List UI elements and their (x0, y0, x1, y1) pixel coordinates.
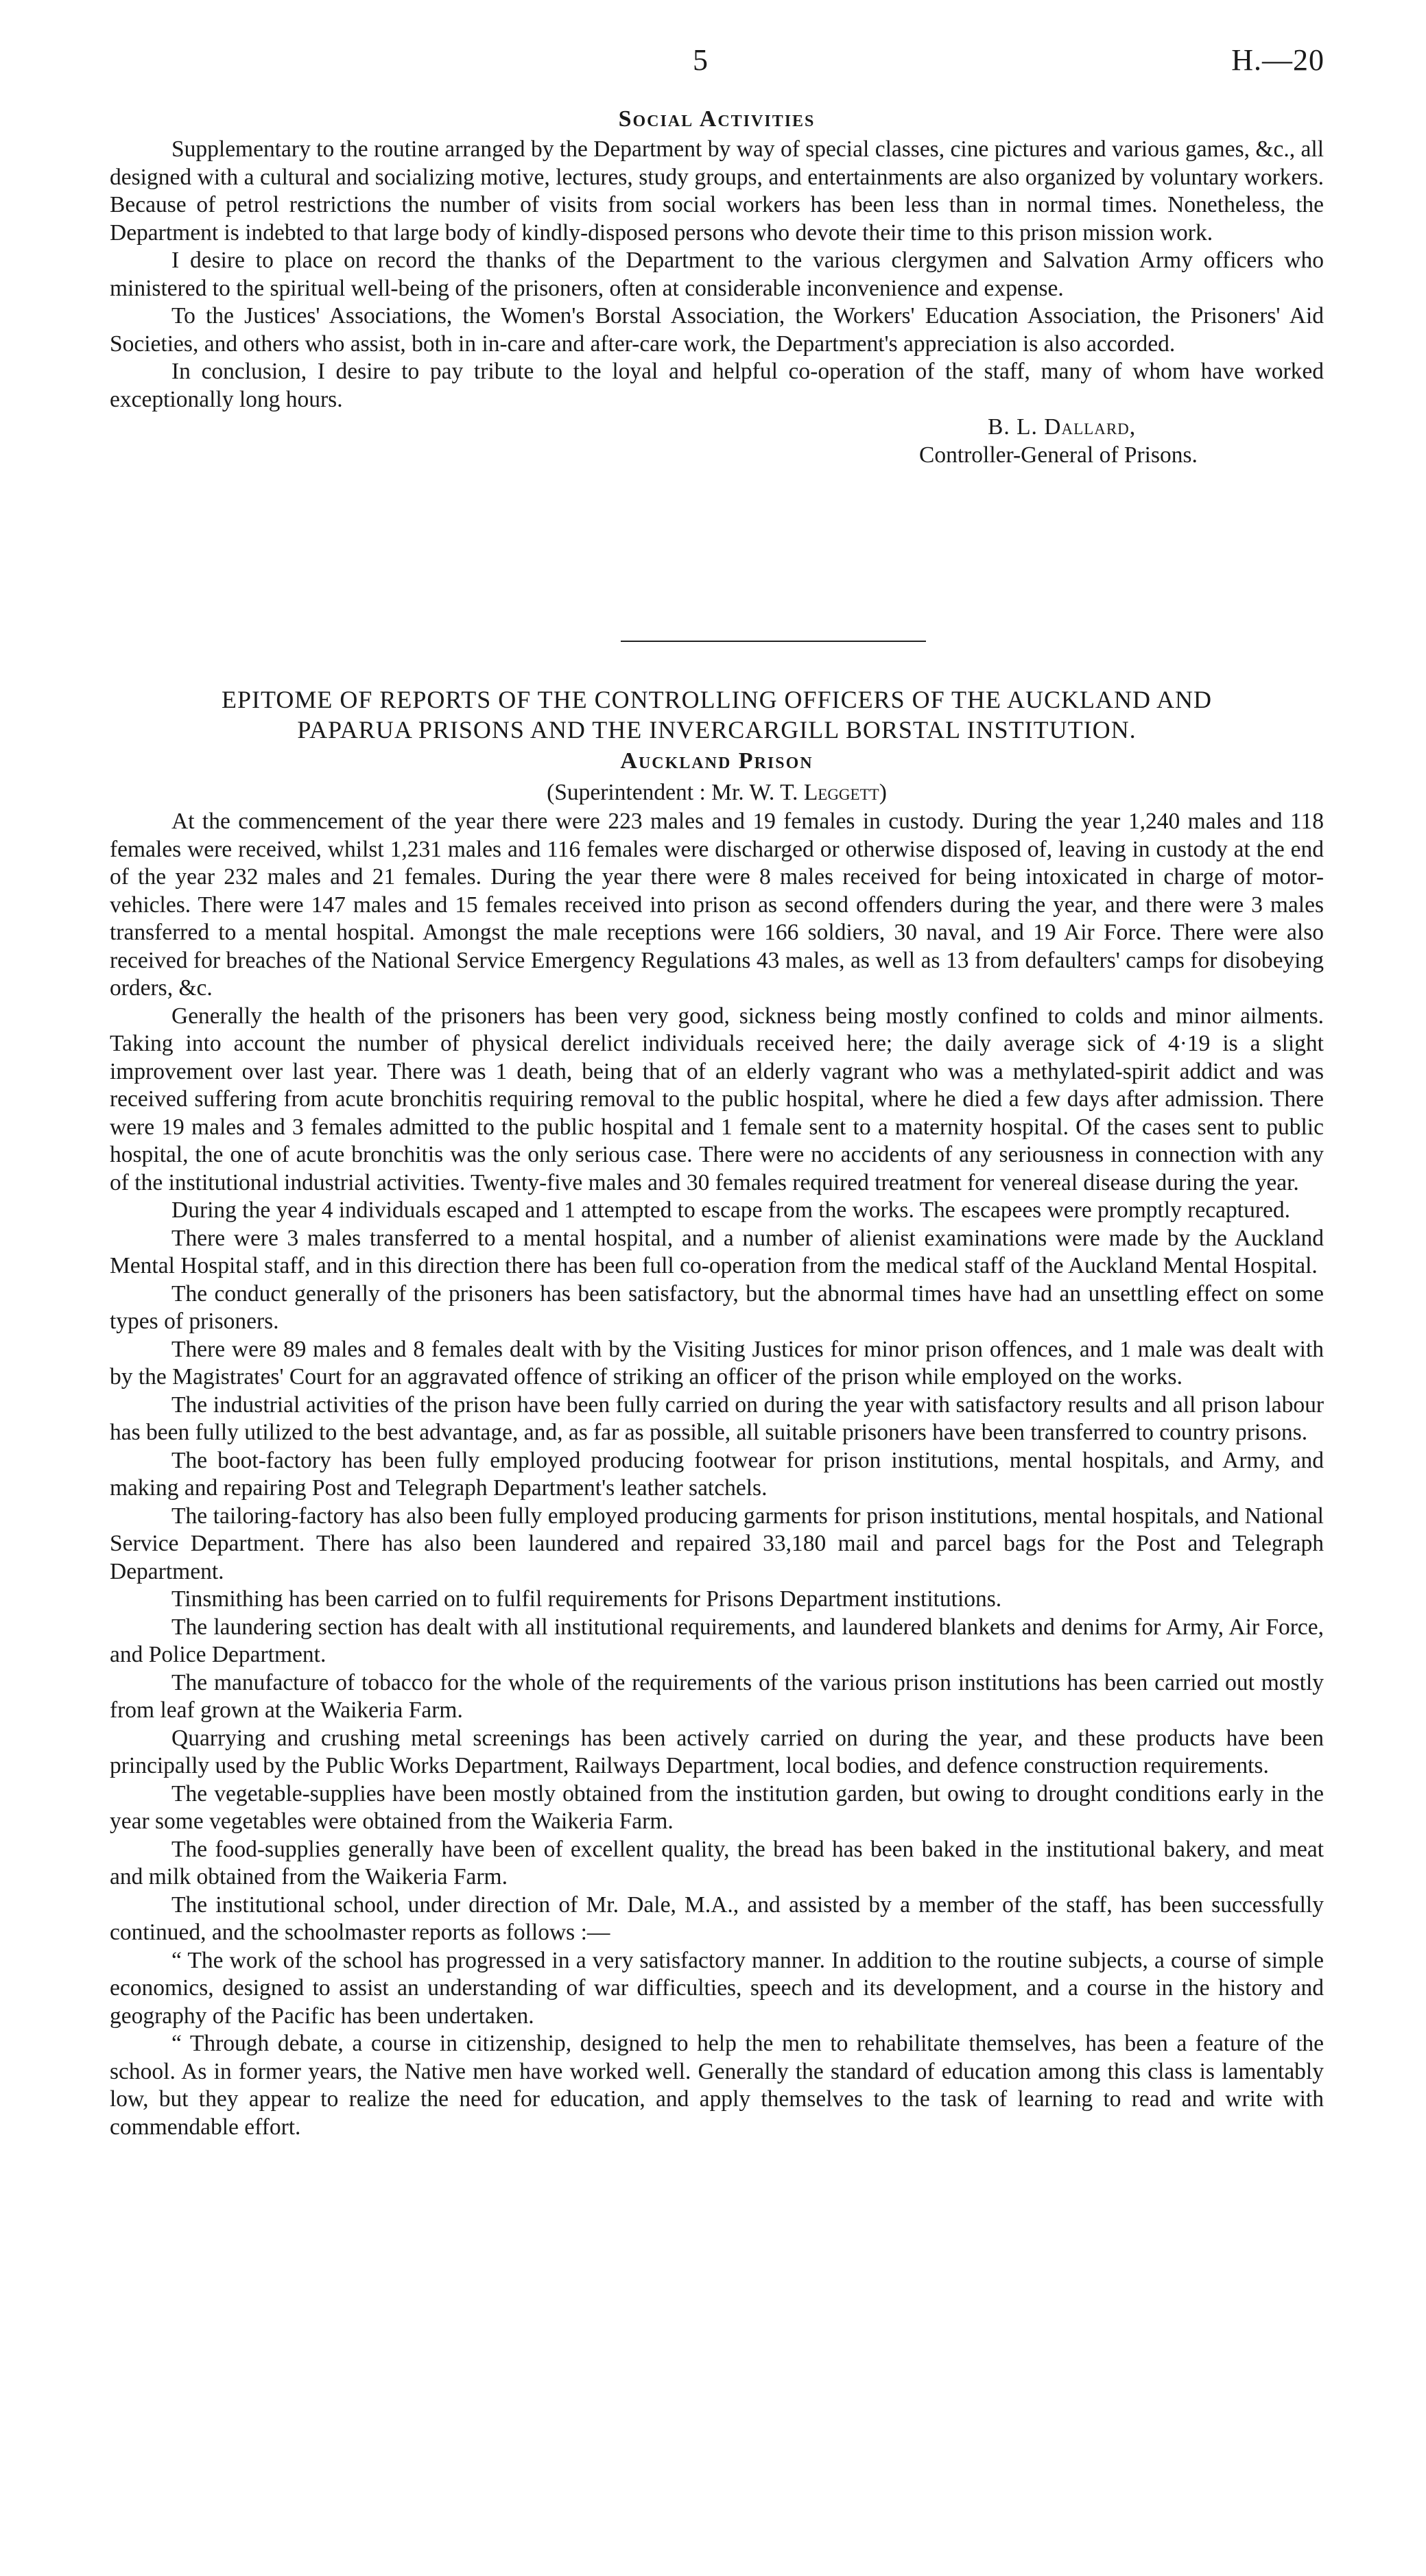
epitome-title-line-2: PAPARUA PRISONS AND THE INVERCARGILL BORSTAL INSTITUTION. (297, 716, 1137, 743)
section-divider (621, 641, 926, 642)
signature-title: Controller-General of Prisons. (919, 442, 1198, 468)
report-paragraph: There were 3 males transferred to a mental hospital, and a number of alienist examinations were made by the Auckland Mental Hospital staff, and in this direction there has been full co-operation from the medical staff of the Auckland Mental Hospital. (110, 1225, 1324, 1278)
epitome-section (110, 684, 1324, 2141)
report-paragraph: Tinsmithing has been carried on to fulfil requirements for Prisons Department institutions. (171, 1586, 1002, 1612)
report-paragraph: The manufacture of tobacco for the whole of the requirements of the various prison institutions has been carried out mostly from leaf grown at the Waikeria Farm. (110, 1669, 1324, 1723)
signature-name: B. L. Dallard, (988, 414, 1137, 440)
report-paragraph: Generally the health of the prisoners has been very good, sickness being mostly confined to colds and minor ailments. Taking into account the number of physical derelict individuals received here; the daily average sick of 4·19 is a slight improvement over last year. There was 1 death, being that of an elderly vagrant who was a methylated-spirit addict and was received suffering from acute bronchitis requiring removal to the public hospital, where he died a few days after admission. There were 19 males and 3 females admitted to the public hospital and 1 female sent to a maternity hospital. Of the cases sent to public hospital, the one of acute bronchitis was the only serious case. There were no accidents of any seriousness in connection with any of the institutional industrial activities. Twenty-five males and 30 females required treatment for venereal disease during the year. (110, 1003, 1324, 1195)
report-paragraph: At the commencement of the year there were 223 males and 19 females in custody. During the year 1,240 males and 118 females were received, whilst 1,231 males and 116 females were discharged or otherwise disposed of, leaving in custody at the end of the year 232 males and 21 females. During the year there were 8 males received for being intoxicated in charge of motor-vehicles. There were 147 males and 15 females received into prison as second offenders during the year, and there were 3 males transferred to a mental hospital. Amongst the male receptions were 166 soldiers, 30 naval, and 19 Air Force. There were also received for breaches of the National Service Emergency Regulations 43 males, as well as 13 from defaulters' camps for disobeying orders, &c. (110, 809, 1324, 1001)
report-paragraph: The laundering section has dealt with all institutional requirements, and laundered blankets and denims for Army, Air Force, and Police Department. (110, 1614, 1324, 1667)
report-paragraph: The institutional school, under direction of Mr. Dale, M.A., and assisted by a member of the staff, has been successfully continued, and the schoolmaster reports as follows :— (110, 1892, 1324, 1945)
report-paragraph: The tailoring-factory has also been fully employed producing garments for prison institutions, mental hospitals, and National Service Department. There has also been laundered and repaired 33,180 mail and parcel bags for the Post and Telegraph Department. (110, 1503, 1324, 1584)
report-paragraph: “ The work of the school has progressed in a very satisfactory manner. In addition to the routine subjects, a course of simple economics, designed to assist an understanding of war difficulties, speech and its development, and a course in the history and geography of the Pacific has been undertaken. (110, 1947, 1324, 2029)
report-paragraph: The boot-factory has been fully employed producing footwear for prison institutions, mental hospitals, and Army, and making and repairing Post and Telegraph Department's leather satchels. (110, 1447, 1324, 1501)
page-number: 5 (693, 43, 708, 77)
report-paragraph: The conduct generally of the prisoners has been satisfactory, but the abnormal times have had an unsettling effect on some types of prisoners. (110, 1280, 1324, 1334)
report-paragraph: Quarrying and crushing metal screenings has been actively carried on during the year, and these products have been principally used by the Public Works Department, Railways Department, local bodies, and defence construction requirements. (110, 1725, 1324, 1778)
superintendent-suffix: ) (879, 780, 887, 805)
report-paragraph: The vegetable-supplies have been mostly obtained from the institution garden, but owing to drought conditions early in the year some vegetables were obtained from the Waikeria Farm. (110, 1780, 1324, 1834)
superintendent-line (110, 778, 1324, 808)
report-reference: H.—20 (1231, 43, 1324, 77)
superintendent-prefix: (Superintendent : Mr. W. T. (547, 780, 804, 805)
social-activities-section (110, 103, 1324, 469)
epitome-title-line-1: EPITOME OF REPORTS OF THE CONTROLLING OFFICERS OF THE AUCKLAND AND (222, 686, 1212, 713)
signature-block (110, 414, 1324, 469)
report-paragraph: The industrial activities of the prison have been fully carried on during the year with satisfactory results and all prison labour has been fully utilized to the best advantage, and, as far as possible, all suitable prisoners have been transferred to country prisons. (110, 1392, 1324, 1445)
superintendent-name: Leggett (803, 780, 879, 805)
social-paragraph: I desire to place on record the thanks of the Department to the various clergymen and Salvation Army officers who ministered to the spiritual well-being of the prisoners, often at considerable inconvenience and expense. (110, 248, 1324, 301)
report-paragraph: There were 89 males and 8 females dealt with by the Visiting Justices for minor prison offences, and 1 male was dealt with by the Magistrates' Court for an aggravated offence of striking an officer of the prison while employed on the works. (110, 1336, 1324, 1390)
auckland-prison-heading: Auckland Prison (620, 748, 813, 774)
social-paragraph: In conclusion, I desire to pay tribute to the loyal and helpful co-operation of the staff, many of whom have worked exceptionally long hours. (110, 359, 1324, 412)
social-paragraph: Supplementary to the routine arranged by the Department by way of special classes, cine pictures and various games, &c., all designed with a cultural and socializing motive, lectures, study groups, and entertainments are also organized by voluntary workers. Because of petrol restrictions the number of visits from social workers has been less than in normal times. Nonetheless, the Department is indebted to that large body of kindly-disposed persons who devote their time to this prison mission work. (110, 136, 1324, 246)
report-paragraph: The food-supplies generally have been of excellent quality, the bread has been baked in the institutional bakery, and meat and milk obtained from the Waikeria Farm. (110, 1836, 1324, 1889)
report-paragraph: During the year 4 individuals escaped and 1 attempted to escape from the works. The escapees were promptly recaptured. (171, 1197, 1290, 1223)
report-paragraph: “ Through debate, a course in citizenship, designed to help the men to rehabilitate themselves, has been a feature of the school. As in former years, the Native men have worked well. Generally the standard of education among this class is lamentably low, but they appear to realize the need for education, and apply themselves to the task of learning to read and write with commendable effort. (110, 2031, 1324, 2140)
social-activities-heading: Social Activities (618, 106, 816, 132)
social-paragraph: To the Justices' Associations, the Women's Borstal Association, the Workers' Education Association, the Prisoners' Aid Societies, and others who assist, both in in-care and after-care work, the Department's appreciation is also accorded. (110, 303, 1324, 357)
